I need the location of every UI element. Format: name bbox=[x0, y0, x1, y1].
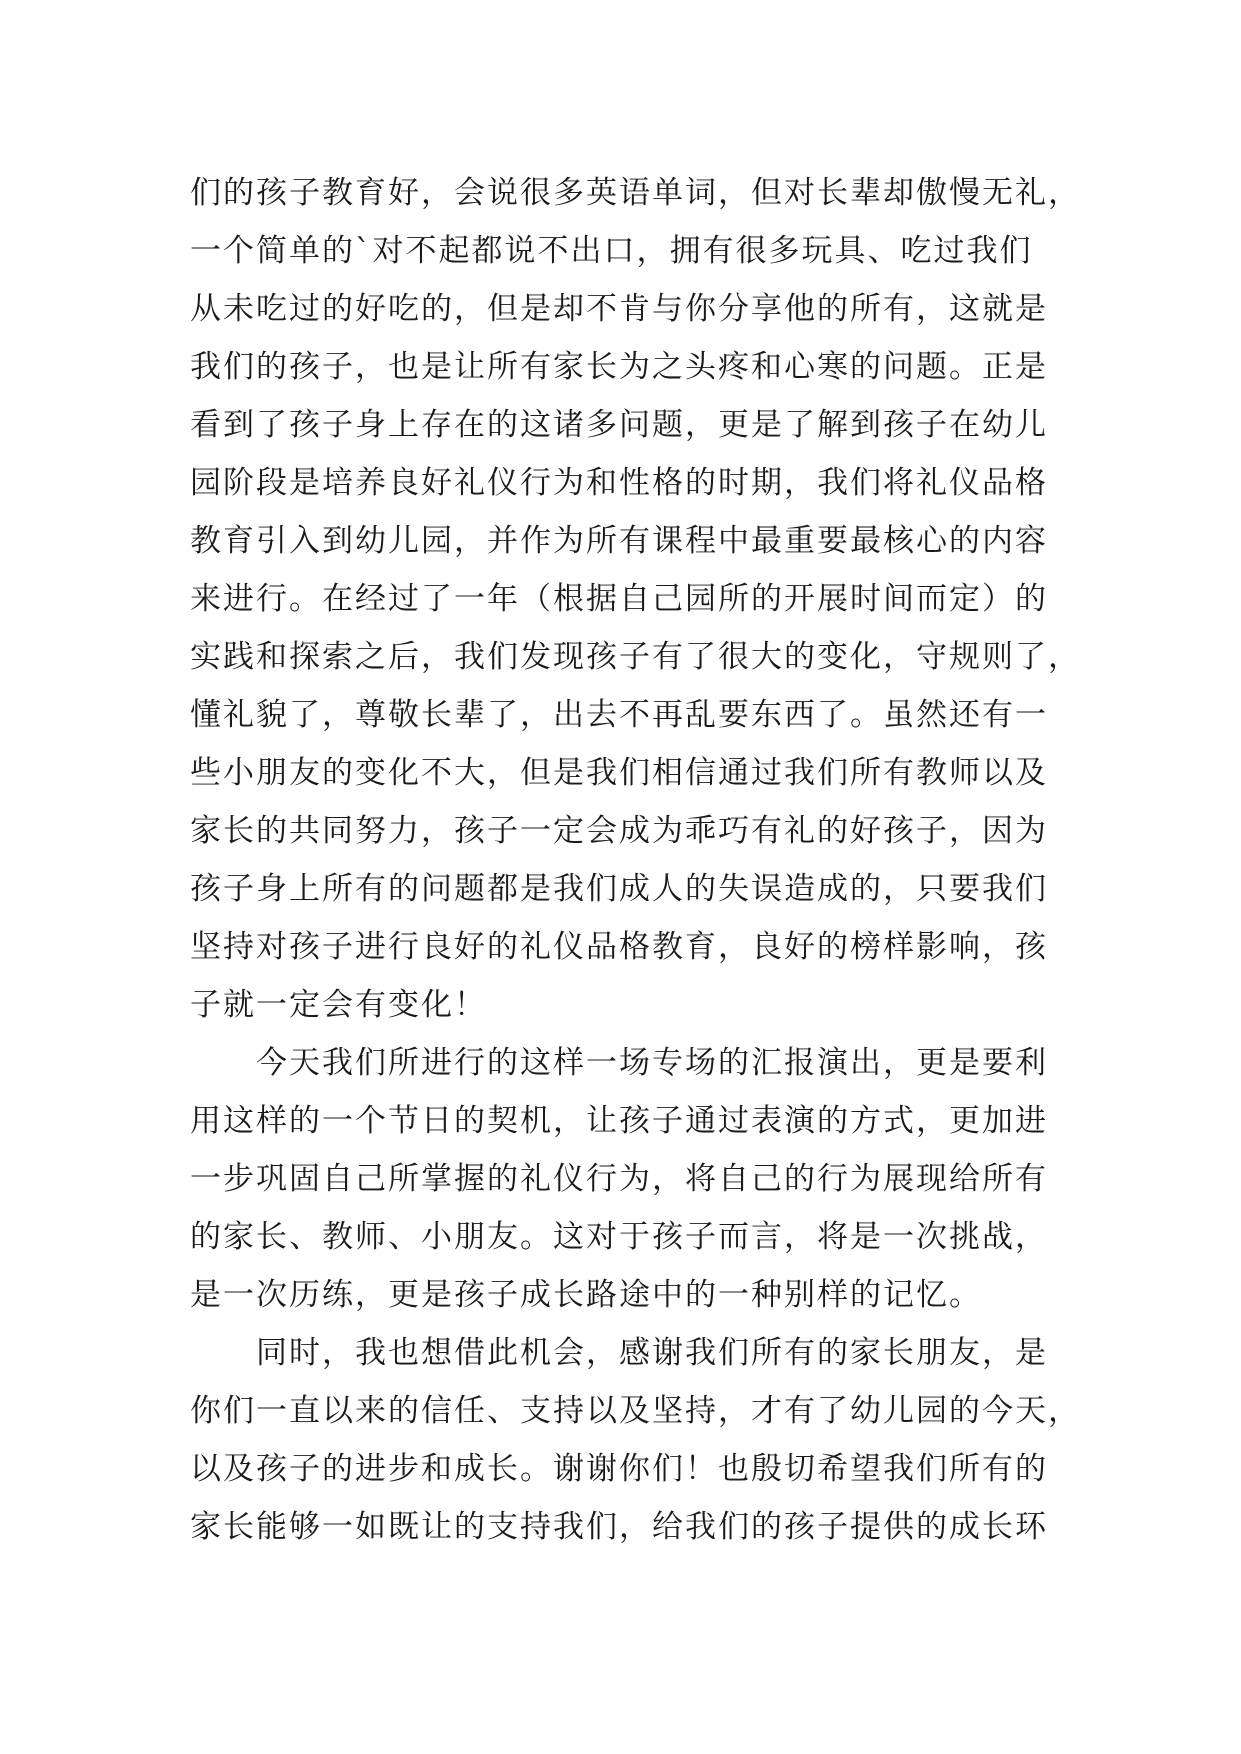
text-line: 的家长、教师、小朋友。这对于孩子而言，将是一次挑战， bbox=[190, 1219, 1048, 1255]
text-line: 同时，我也想借此机会，感谢我们所有的家长朋友，是 bbox=[190, 1335, 1048, 1371]
text-line: 实践和探索之后，我们发现孩子有了很大的变化，守规则了， bbox=[190, 639, 1081, 675]
text-line: 从未吃过的好吃的，但是却不肯与你分享他的所有，这就是 bbox=[190, 291, 1048, 327]
paragraph-3 bbox=[190, 1324, 1081, 1556]
body-text bbox=[190, 164, 1081, 1556]
text-line: 一步巩固自己所掌握的礼仪行为，将自己的行为展现给所有 bbox=[190, 1161, 1048, 1197]
text-line: 教育引入到幼儿园，并作为所有课程中最重要最核心的内容 bbox=[190, 523, 1048, 559]
text-line: 一个简单的`对不起都说不出口，拥有很多玩具、吃过我们 bbox=[190, 233, 1033, 269]
text-line: 以及孩子的进步和成长。谢谢你们！也殷切希望我们所有的 bbox=[190, 1451, 1048, 1487]
paragraph-1 bbox=[190, 164, 1081, 1034]
paragraph-2 bbox=[190, 1034, 1060, 1324]
text-line: 用这样的一个节日的契机，让孩子通过表演的方式，更加进 bbox=[190, 1103, 1048, 1139]
text-line: 懂礼貌了，尊敬长辈了，出去不再乱要东西了。虽然还有一 bbox=[190, 697, 1048, 733]
text-line: 子就一定会有变化！ bbox=[190, 987, 487, 1023]
text-line: 孩子身上所有的问题都是我们成人的失误造成的，只要我们 bbox=[190, 871, 1048, 907]
text-line: 来进行。在经过了一年（根据自己园所的开展时间而定）的 bbox=[190, 581, 1048, 617]
text-line: 些小朋友的变化不大，但是我们相信通过我们所有教师以及 bbox=[190, 755, 1048, 791]
text-line: 看到了孩子身上存在的这诸多问题，更是了解到孩子在幼儿 bbox=[190, 407, 1048, 443]
text-line: 园阶段是培养良好礼仪行为和性格的时期，我们将礼仪品格 bbox=[190, 465, 1048, 501]
text-line: 们的孩子教育好，会说很多英语单词，但对长辈却傲慢无礼， bbox=[190, 175, 1081, 211]
text-line: 家长能够一如既让的支持我们，给我们的孩子提供的成长环 bbox=[190, 1509, 1048, 1545]
text-line: 是一次历练，更是孩子成长路途中的一种别样的记忆。 bbox=[190, 1277, 982, 1313]
text-line: 你们一直以来的信任、支持以及坚持，才有了幼儿园的今天， bbox=[190, 1393, 1081, 1429]
text-line: 家长的共同努力，孩子一定会成为乖巧有礼的好孩子，因为 bbox=[190, 813, 1048, 849]
text-line: 我们的孩子，也是让所有家长为之头疼和心寒的问题。正是 bbox=[190, 349, 1048, 385]
text-line: 坚持对孩子进行良好的礼仪品格教育，良好的榜样影响，孩 bbox=[190, 929, 1048, 965]
text-line: 今天我们所进行的这样一场专场的汇报演出，更是要利 bbox=[190, 1045, 1048, 1081]
